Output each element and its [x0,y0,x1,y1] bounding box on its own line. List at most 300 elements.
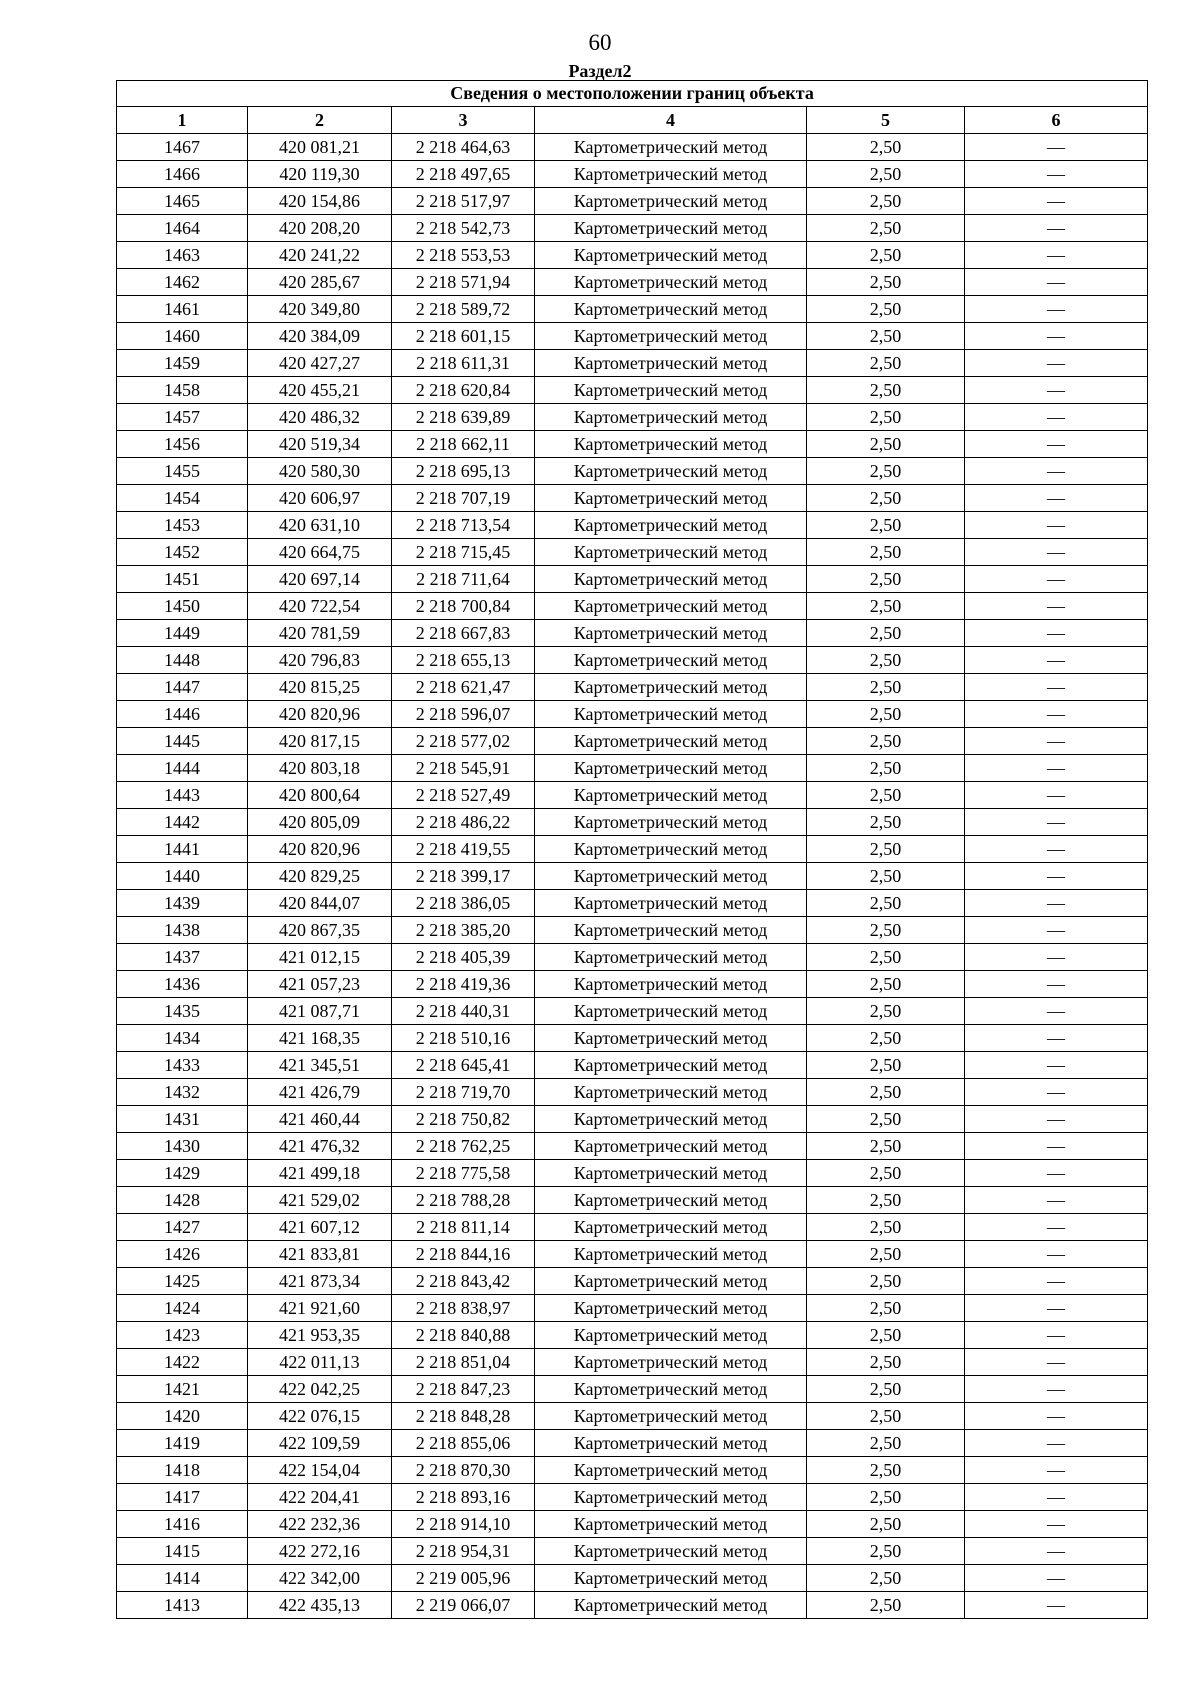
accuracy-cell: 2,50 [807,1565,965,1592]
column-header: 1 [117,107,248,134]
y-coordinate-cell: 2 218 870,30 [392,1457,535,1484]
table-row [117,944,1148,971]
y-coordinate-cell: 2 218 545,91 [392,755,535,782]
accuracy-cell: 2,50 [807,1133,965,1160]
point-number-cell: 1461 [117,296,248,323]
method-cell: Картометрический метод [535,269,807,296]
method-cell: Картометрический метод [535,620,807,647]
table-row [117,539,1148,566]
accuracy-cell: 2,50 [807,1268,965,1295]
method-cell: Картометрический метод [535,971,807,998]
note-cell: — [965,215,1148,242]
point-number-cell: 1443 [117,782,248,809]
accuracy-cell: 2,50 [807,1484,965,1511]
x-coordinate-cell: 421 168,35 [248,1025,392,1052]
x-coordinate-cell: 420 796,83 [248,647,392,674]
table-row [117,890,1148,917]
note-cell: — [965,566,1148,593]
point-number-cell: 1431 [117,1106,248,1133]
point-number-cell: 1425 [117,1268,248,1295]
accuracy-cell: 2,50 [807,1538,965,1565]
y-coordinate-cell: 2 218 596,07 [392,701,535,728]
method-cell: Картометрический метод [535,458,807,485]
x-coordinate-cell: 422 076,15 [248,1403,392,1430]
table-row [117,215,1148,242]
accuracy-cell: 2,50 [807,1511,965,1538]
y-coordinate-cell: 2 218 788,28 [392,1187,535,1214]
x-coordinate-cell: 421 345,51 [248,1052,392,1079]
method-cell: Картометрический метод [535,728,807,755]
table-row [117,1268,1148,1295]
accuracy-cell: 2,50 [807,1160,965,1187]
y-coordinate-cell: 2 218 497,65 [392,161,535,188]
method-cell: Картометрический метод [535,836,807,863]
table-row [117,863,1148,890]
method-cell: Картометрический метод [535,890,807,917]
x-coordinate-cell: 420 697,14 [248,566,392,593]
point-number-cell: 1418 [117,1457,248,1484]
method-cell: Картометрический метод [535,404,807,431]
note-cell: — [965,944,1148,971]
table-row [117,917,1148,944]
y-coordinate-cell: 2 218 577,02 [392,728,535,755]
y-coordinate-cell: 2 218 715,45 [392,539,535,566]
accuracy-cell: 2,50 [807,1322,965,1349]
x-coordinate-cell: 420 241,22 [248,242,392,269]
table-row [117,1025,1148,1052]
method-cell: Картометрический метод [535,1268,807,1295]
point-number-cell: 1452 [117,539,248,566]
point-number-cell: 1455 [117,458,248,485]
note-cell: — [965,323,1148,350]
accuracy-cell: 2,50 [807,431,965,458]
point-number-cell: 1460 [117,323,248,350]
x-coordinate-cell: 420 631,10 [248,512,392,539]
note-cell: — [965,1376,1148,1403]
table-row [117,1214,1148,1241]
point-number-cell: 1463 [117,242,248,269]
accuracy-cell: 2,50 [807,188,965,215]
method-cell: Картометрический метод [535,1565,807,1592]
accuracy-cell: 2,50 [807,917,965,944]
note-cell: — [965,647,1148,674]
point-number-cell: 1456 [117,431,248,458]
y-coordinate-cell: 2 218 847,23 [392,1376,535,1403]
table-row [117,1376,1148,1403]
y-coordinate-cell: 2 218 510,16 [392,1025,535,1052]
y-coordinate-cell: 2 218 719,70 [392,1079,535,1106]
note-cell: — [965,863,1148,890]
y-coordinate-cell: 2 218 707,19 [392,485,535,512]
point-number-cell: 1441 [117,836,248,863]
point-number-cell: 1451 [117,566,248,593]
y-coordinate-cell: 2 218 639,89 [392,404,535,431]
method-cell: Картометрический метод [535,593,807,620]
point-number-cell: 1447 [117,674,248,701]
table-row [117,755,1148,782]
table-row [117,1349,1148,1376]
method-cell: Картометрический метод [535,1592,807,1619]
column-header: 6 [965,107,1148,134]
table-row [117,269,1148,296]
accuracy-cell: 2,50 [807,782,965,809]
x-coordinate-cell: 420 815,25 [248,674,392,701]
accuracy-cell: 2,50 [807,944,965,971]
x-coordinate-cell: 421 460,44 [248,1106,392,1133]
table-row [117,1565,1148,1592]
x-coordinate-cell: 421 873,34 [248,1268,392,1295]
x-coordinate-cell: 420 285,67 [248,269,392,296]
point-number-cell: 1429 [117,1160,248,1187]
note-cell: — [965,1484,1148,1511]
point-number-cell: 1428 [117,1187,248,1214]
accuracy-cell: 2,50 [807,350,965,377]
y-coordinate-cell: 2 218 620,84 [392,377,535,404]
y-coordinate-cell: 2 218 589,72 [392,296,535,323]
point-number-cell: 1438 [117,917,248,944]
note-cell: — [965,188,1148,215]
accuracy-cell: 2,50 [807,377,965,404]
accuracy-cell: 2,50 [807,512,965,539]
accuracy-cell: 2,50 [807,701,965,728]
note-cell: — [965,1160,1148,1187]
point-number-cell: 1416 [117,1511,248,1538]
table-row [117,323,1148,350]
x-coordinate-cell: 420 820,96 [248,836,392,863]
table-row [117,512,1148,539]
method-cell: Картометрический метод [535,1403,807,1430]
table-row [117,971,1148,998]
accuracy-cell: 2,50 [807,593,965,620]
y-coordinate-cell: 2 218 419,55 [392,836,535,863]
point-number-cell: 1437 [117,944,248,971]
table-caption-row [117,81,1148,107]
note-cell: — [965,1403,1148,1430]
y-coordinate-cell: 2 218 843,42 [392,1268,535,1295]
table-row [117,296,1148,323]
y-coordinate-cell: 2 218 517,97 [392,188,535,215]
point-number-cell: 1419 [117,1430,248,1457]
accuracy-cell: 2,50 [807,674,965,701]
method-cell: Картометрический метод [535,1295,807,1322]
note-cell: — [965,1565,1148,1592]
table-row [117,674,1148,701]
table-row [117,647,1148,674]
point-number-cell: 1453 [117,512,248,539]
table-row [117,242,1148,269]
table-body [117,134,1148,1619]
y-coordinate-cell: 2 218 838,97 [392,1295,535,1322]
note-cell: — [965,1538,1148,1565]
table-row [117,1430,1148,1457]
y-coordinate-cell: 2 218 848,28 [392,1403,535,1430]
point-number-cell: 1444 [117,755,248,782]
method-cell: Картометрический метод [535,512,807,539]
point-number-cell: 1426 [117,1241,248,1268]
y-coordinate-cell: 2 219 005,96 [392,1565,535,1592]
method-cell: Картометрический метод [535,1160,807,1187]
x-coordinate-cell: 421 953,35 [248,1322,392,1349]
table-row [117,782,1148,809]
note-cell: — [965,485,1148,512]
accuracy-cell: 2,50 [807,242,965,269]
accuracy-cell: 2,50 [807,755,965,782]
note-cell: — [965,134,1148,161]
point-number-cell: 1415 [117,1538,248,1565]
table-row [117,161,1148,188]
table-row [117,188,1148,215]
table-row [117,1052,1148,1079]
x-coordinate-cell: 420 154,86 [248,188,392,215]
y-coordinate-cell: 2 218 542,73 [392,215,535,242]
x-coordinate-cell: 420 081,21 [248,134,392,161]
x-coordinate-cell: 420 829,25 [248,863,392,890]
note-cell: — [965,1592,1148,1619]
accuracy-cell: 2,50 [807,323,965,350]
point-number-cell: 1446 [117,701,248,728]
point-number-cell: 1445 [117,728,248,755]
method-cell: Картометрический метод [535,701,807,728]
table-header-row [117,107,1148,134]
x-coordinate-cell: 420 208,20 [248,215,392,242]
point-number-cell: 1421 [117,1376,248,1403]
method-cell: Картометрический метод [535,485,807,512]
x-coordinate-cell: 420 817,15 [248,728,392,755]
method-cell: Картометрический метод [535,1187,807,1214]
y-coordinate-cell: 2 218 667,83 [392,620,535,647]
method-cell: Картометрический метод [535,1484,807,1511]
table-row [117,1457,1148,1484]
x-coordinate-cell: 422 042,25 [248,1376,392,1403]
accuracy-cell: 2,50 [807,1592,965,1619]
x-coordinate-cell: 420 519,34 [248,431,392,458]
method-cell: Картометрический метод [535,917,807,944]
y-coordinate-cell: 2 218 399,17 [392,863,535,890]
accuracy-cell: 2,50 [807,161,965,188]
accuracy-cell: 2,50 [807,1403,965,1430]
table-row [117,1133,1148,1160]
note-cell: — [965,917,1148,944]
point-number-cell: 1450 [117,593,248,620]
x-coordinate-cell: 420 800,64 [248,782,392,809]
note-cell: — [965,728,1148,755]
x-coordinate-cell: 420 455,21 [248,377,392,404]
x-coordinate-cell: 420 384,09 [248,323,392,350]
point-number-cell: 1454 [117,485,248,512]
note-cell: — [965,998,1148,1025]
point-number-cell: 1427 [117,1214,248,1241]
y-coordinate-cell: 2 218 655,13 [392,647,535,674]
point-number-cell: 1464 [117,215,248,242]
table-row [117,134,1148,161]
section-title: Раздел2 [568,61,632,81]
method-cell: Картометрический метод [535,296,807,323]
point-number-cell: 1424 [117,1295,248,1322]
table-row [117,431,1148,458]
note-cell: — [965,242,1148,269]
method-cell: Картометрический метод [535,242,807,269]
table-row [117,485,1148,512]
point-number-cell: 1457 [117,404,248,431]
accuracy-cell: 2,50 [807,836,965,863]
table-row [117,593,1148,620]
x-coordinate-cell: 421 087,71 [248,998,392,1025]
accuracy-cell: 2,50 [807,647,965,674]
note-cell: — [965,458,1148,485]
x-coordinate-cell: 421 833,81 [248,1241,392,1268]
method-cell: Картометрический метод [535,674,807,701]
method-cell: Картометрический метод [535,161,807,188]
x-coordinate-cell: 420 580,30 [248,458,392,485]
note-cell: — [965,1214,1148,1241]
y-coordinate-cell: 2 218 486,22 [392,809,535,836]
point-number-cell: 1417 [117,1484,248,1511]
point-number-cell: 1423 [117,1322,248,1349]
note-cell: — [965,431,1148,458]
y-coordinate-cell: 2 218 851,04 [392,1349,535,1376]
y-coordinate-cell: 2 218 750,82 [392,1106,535,1133]
method-cell: Картометрический метод [535,1241,807,1268]
column-header: 4 [535,107,807,134]
table-row [117,1322,1148,1349]
point-number-cell: 1442 [117,809,248,836]
y-coordinate-cell: 2 218 440,31 [392,998,535,1025]
method-cell: Картометрический метод [535,1430,807,1457]
table-row [117,728,1148,755]
method-cell: Картометрический метод [535,1025,807,1052]
accuracy-cell: 2,50 [807,539,965,566]
x-coordinate-cell: 422 204,41 [248,1484,392,1511]
accuracy-cell: 2,50 [807,1079,965,1106]
x-coordinate-cell: 420 781,59 [248,620,392,647]
y-coordinate-cell: 2 218 700,84 [392,593,535,620]
note-cell: — [965,836,1148,863]
accuracy-cell: 2,50 [807,1106,965,1133]
note-cell: — [965,1079,1148,1106]
y-coordinate-cell: 2 218 662,11 [392,431,535,458]
table-row [117,1160,1148,1187]
y-coordinate-cell: 2 218 775,58 [392,1160,535,1187]
method-cell: Картометрический метод [535,863,807,890]
point-number-cell: 1449 [117,620,248,647]
point-number-cell: 1435 [117,998,248,1025]
table-row [117,1079,1148,1106]
y-coordinate-cell: 2 218 621,47 [392,674,535,701]
y-coordinate-cell: 2 218 611,31 [392,350,535,377]
method-cell: Картометрический метод [535,1457,807,1484]
y-coordinate-cell: 2 218 405,39 [392,944,535,971]
note-cell: — [965,1322,1148,1349]
method-cell: Картометрический метод [535,323,807,350]
accuracy-cell: 2,50 [807,620,965,647]
point-number-cell: 1448 [117,647,248,674]
accuracy-cell: 2,50 [807,1295,965,1322]
table-row [117,404,1148,431]
x-coordinate-cell: 422 272,16 [248,1538,392,1565]
accuracy-cell: 2,50 [807,566,965,593]
y-coordinate-cell: 2 218 571,94 [392,269,535,296]
x-coordinate-cell: 422 154,04 [248,1457,392,1484]
note-cell: — [965,1133,1148,1160]
method-cell: Картометрический метод [535,1079,807,1106]
accuracy-cell: 2,50 [807,1214,965,1241]
y-coordinate-cell: 2 218 713,54 [392,512,535,539]
point-number-cell: 1467 [117,134,248,161]
method-cell: Картометрический метод [535,1511,807,1538]
column-header: 3 [392,107,535,134]
point-number-cell: 1458 [117,377,248,404]
table-row [117,1295,1148,1322]
y-coordinate-cell: 2 218 811,14 [392,1214,535,1241]
y-coordinate-cell: 2 218 695,13 [392,458,535,485]
y-coordinate-cell: 2 218 386,05 [392,890,535,917]
accuracy-cell: 2,50 [807,458,965,485]
note-cell: — [965,161,1148,188]
x-coordinate-cell: 421 499,18 [248,1160,392,1187]
y-coordinate-cell: 2 218 844,16 [392,1241,535,1268]
table-row [117,620,1148,647]
page-number: 60 [588,30,612,55]
method-cell: Картометрический метод [535,1376,807,1403]
x-coordinate-cell: 422 232,36 [248,1511,392,1538]
note-cell: — [965,1430,1148,1457]
method-cell: Картометрический метод [535,809,807,836]
table-row [117,1403,1148,1430]
note-cell: — [965,1268,1148,1295]
y-coordinate-cell: 2 218 855,06 [392,1430,535,1457]
note-cell: — [965,890,1148,917]
x-coordinate-cell: 420 820,96 [248,701,392,728]
y-coordinate-cell: 2 218 762,25 [392,1133,535,1160]
method-cell: Картометрический метод [535,539,807,566]
x-coordinate-cell: 421 476,32 [248,1133,392,1160]
y-coordinate-cell: 2 219 066,07 [392,1592,535,1619]
note-cell: — [965,1349,1148,1376]
accuracy-cell: 2,50 [807,1457,965,1484]
x-coordinate-cell: 421 426,79 [248,1079,392,1106]
accuracy-cell: 2,50 [807,1349,965,1376]
note-cell: — [965,1295,1148,1322]
point-number-cell: 1459 [117,350,248,377]
x-coordinate-cell: 422 109,59 [248,1430,392,1457]
table-row [117,458,1148,485]
point-number-cell: 1430 [117,1133,248,1160]
x-coordinate-cell: 421 921,60 [248,1295,392,1322]
accuracy-cell: 2,50 [807,728,965,755]
note-cell: — [965,593,1148,620]
y-coordinate-cell: 2 218 711,64 [392,566,535,593]
x-coordinate-cell: 420 803,18 [248,755,392,782]
method-cell: Картометрический метод [535,431,807,458]
accuracy-cell: 2,50 [807,296,965,323]
y-coordinate-cell: 2 218 914,10 [392,1511,535,1538]
x-coordinate-cell: 420 664,75 [248,539,392,566]
x-coordinate-cell: 421 057,23 [248,971,392,998]
note-cell: — [965,755,1148,782]
column-header: 2 [248,107,392,134]
accuracy-cell: 2,50 [807,998,965,1025]
x-coordinate-cell: 420 844,07 [248,890,392,917]
table-row [117,1511,1148,1538]
x-coordinate-cell: 422 342,00 [248,1565,392,1592]
table-row [117,701,1148,728]
accuracy-cell: 2,50 [807,1241,965,1268]
accuracy-cell: 2,50 [807,1376,965,1403]
point-number-cell: 1422 [117,1349,248,1376]
method-cell: Картометрический метод [535,944,807,971]
note-cell: — [965,1457,1148,1484]
point-number-cell: 1432 [117,1079,248,1106]
